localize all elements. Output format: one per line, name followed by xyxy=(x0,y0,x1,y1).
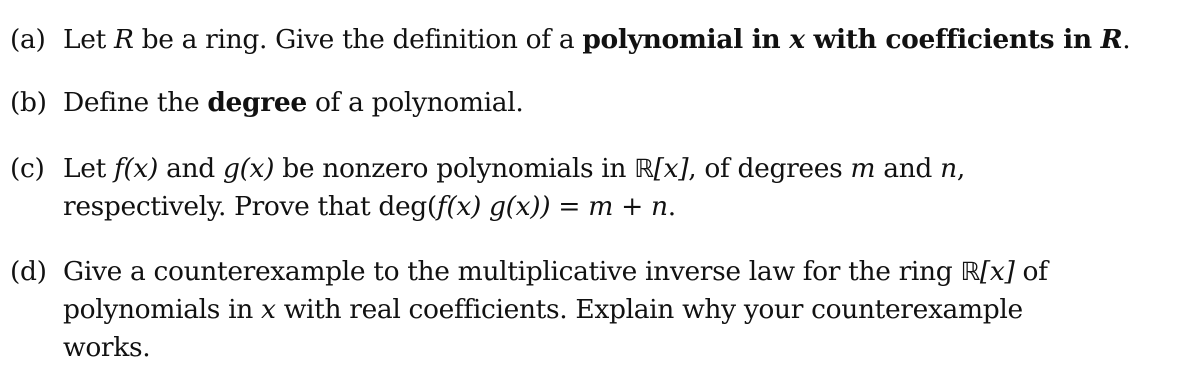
text: , xyxy=(956,153,965,184)
text: respectively. Prove that xyxy=(63,191,379,222)
text: of xyxy=(1014,256,1048,287)
real-numbers-symbol: ℝ xyxy=(634,154,654,183)
text: with real coefficients. Explain why your counterexample xyxy=(275,294,1023,325)
math-var: [x] xyxy=(653,153,689,184)
text: of a polynomial. xyxy=(306,87,524,118)
math-var: (x) xyxy=(446,191,481,222)
bold-term: polynomial in x with coefficients in R xyxy=(582,24,1123,55)
part-label: (c) xyxy=(10,153,45,184)
part-label: (b) xyxy=(10,87,47,118)
math-var: (x) xyxy=(123,153,158,184)
text: Let xyxy=(63,24,114,55)
problem-part-b xyxy=(10,84,523,122)
part-label: (a) xyxy=(10,24,46,55)
text: be nonzero polynomials in xyxy=(274,153,635,184)
problem-part-d xyxy=(10,253,1048,367)
text: Let xyxy=(63,153,114,184)
text: and xyxy=(875,153,941,184)
line xyxy=(10,150,965,188)
text: . xyxy=(1122,24,1131,55)
equals-sign: = xyxy=(550,191,589,222)
math-paren: ( xyxy=(426,191,437,222)
math-var: [x] xyxy=(979,256,1015,287)
text: , of degrees xyxy=(688,153,851,184)
math-var: m xyxy=(588,191,614,222)
math-var: (x) xyxy=(239,153,275,184)
math-var: R xyxy=(113,24,134,55)
problem-part-c xyxy=(10,150,965,226)
text: be a ring. Give the definition of a xyxy=(133,24,583,55)
line xyxy=(10,253,1048,291)
math-var: x xyxy=(789,24,805,55)
math-var: n xyxy=(651,191,668,222)
line xyxy=(10,291,1048,329)
text: Define the xyxy=(63,87,208,118)
part-label: (d) xyxy=(10,256,47,287)
math-var: (x)) xyxy=(505,191,551,222)
math-var: n xyxy=(940,153,957,184)
math-var: x xyxy=(261,294,276,325)
text: . xyxy=(667,191,676,222)
bold-term: degree xyxy=(207,87,307,118)
line xyxy=(10,188,965,226)
math-var: g xyxy=(489,191,506,222)
math-var: m xyxy=(850,153,876,184)
math-var: f xyxy=(113,153,124,184)
real-numbers-symbol: ℝ xyxy=(960,257,980,286)
text: and xyxy=(158,153,223,184)
math-var: g xyxy=(222,153,240,184)
text: Give a counterexample to the multiplicative inverse law for the ring xyxy=(63,256,961,287)
problem-part-a xyxy=(10,21,1130,59)
math-var: f xyxy=(436,191,447,222)
deg-operator: deg xyxy=(378,191,427,222)
text: works. xyxy=(63,332,151,363)
line xyxy=(10,329,1048,367)
math-var: R xyxy=(1100,24,1123,55)
plus-sign: + xyxy=(613,191,652,222)
text: polynomials in xyxy=(63,294,262,325)
